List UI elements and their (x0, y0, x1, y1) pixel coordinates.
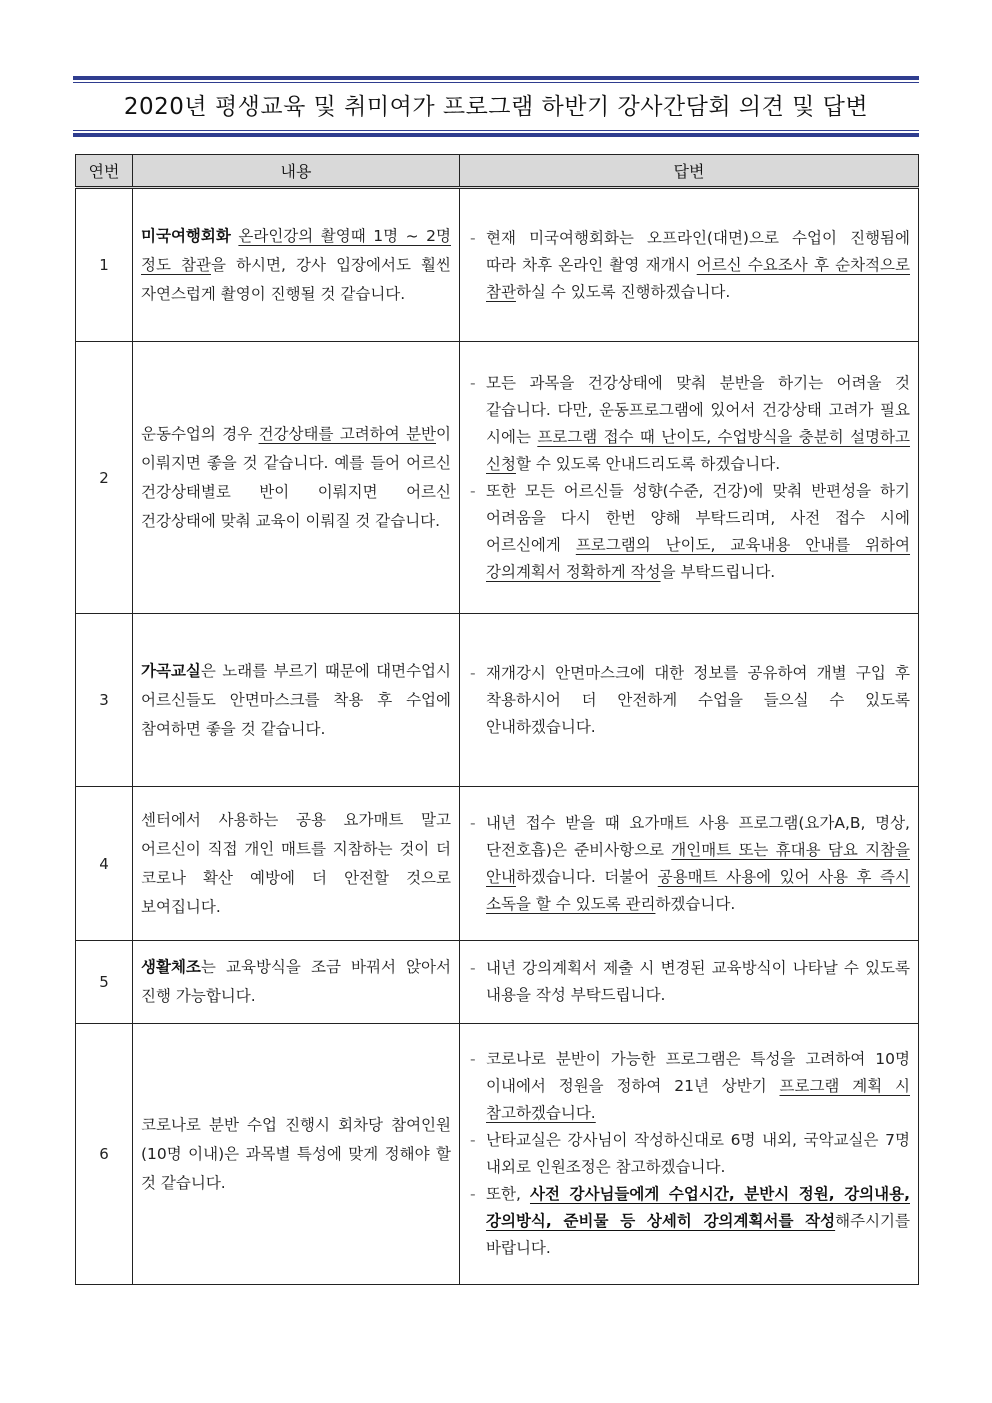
row-answer (460, 188, 919, 342)
underlined-text: 개인매트 또는 휴대용 담요 지참을 안내 (486, 840, 910, 886)
answer-item (470, 955, 910, 1009)
row-content (133, 941, 460, 1024)
text-segment: 는 교육방식을 조금 바꿔서 앉아서 진행 가능합니다. (141, 958, 451, 1005)
dash-bullet-icon: - (470, 1131, 476, 1149)
text-segment: 을 하시면, 강사 입장에서도 훨씬 자연스럽게 촬영이 진행될 것 같습니다. (141, 255, 451, 303)
row-number: 2 (76, 342, 133, 614)
bold-text: 가곡교실 (141, 661, 201, 680)
text-segment: 하겠습니다. (655, 894, 736, 913)
row-content (133, 614, 460, 787)
underlined-text: 프로그램의 난이도, 교육내용 안내를 위하여 강의계획서 정확하게 작성 (486, 535, 911, 581)
text-segment: 할 수 있도록 안내드리도록 하겠습니다. (515, 454, 781, 473)
row-content (133, 787, 460, 941)
row-number: 6 (76, 1024, 133, 1285)
text-segment: 난타교실은 강사님이 작성하신대로 6명 내외, 국악교실은 7명 내외로 인원조정은 참고하겠습니다. (486, 1131, 910, 1176)
row-content (133, 1024, 460, 1285)
text-segment: 하실 수 있도록 진행하겠습니다. (515, 282, 731, 301)
dash-bullet-icon: - (470, 813, 476, 832)
table-row (76, 941, 919, 1024)
text-segment: 은 노래를 부르기 때문에 대면수업시 어르신들도 안면마스크를 착용 후 수업에 참여하면 좋을 것 같습니다. (141, 661, 451, 738)
text-segment: 이 이뤄지면 좋을 것 같습니다. 예를 들어 어르신 건강상태별로 반이 이뤄지면 어르신 건강상태에 맞춰 교육이 이뤄질 것 같습니다. (141, 424, 451, 530)
text-segment: 또한 모든 어르신들 성향(수준, 건강)에 맞춰 반편성을 하기 어려움을 다시 한번 양해 부탁드리며, 사전 접수 시에 어르신에게 (486, 481, 910, 554)
underlined-text: 온라인강의 촬영때 1명 ~ 2명 정도 참관 (141, 226, 451, 274)
text-segment: 모든 과목을 건강상태에 맞춰 분반을 하기는 어려울 것 같습니다. 다만, 운동프로그램에 있어서 건강상태 고려가 필요 시에는 (486, 373, 910, 446)
dash-bullet-icon: - (470, 1050, 476, 1068)
table-row (76, 1024, 919, 1285)
row-answer (460, 1024, 919, 1285)
underlined-text: 어르신 수요조사 후 순차적으로 참관 (486, 255, 910, 301)
text-segment: 해주시기를 바랍니다. (486, 1212, 910, 1257)
row-answer (460, 941, 919, 1024)
table-row (76, 614, 919, 787)
text-segment: 을 부탁드립니다. (660, 562, 776, 581)
bold-text: 생활체조 (141, 958, 201, 976)
table-row (76, 188, 919, 342)
row-number: 3 (76, 614, 133, 787)
header-content: 내용 (133, 155, 460, 188)
table-body (76, 188, 919, 1285)
text-segment: 하겠습니다. 더불어 (515, 867, 658, 886)
underlined-text: 프로그램 접수 때 난이도, 수업방식을 충분히 설명하고 신청 (486, 427, 910, 473)
header-num: 연번 (76, 155, 133, 188)
dash-bullet-icon: - (470, 959, 476, 977)
title-block (73, 76, 919, 138)
answer-item (470, 478, 910, 586)
row-number: 4 (76, 787, 133, 941)
underlined-text: 사전 강사님들에게 수업시간, 분반시 정원, 강의내용, 강의방식, 준비물 등 상세히 강의계획서를 작성 (486, 1185, 910, 1230)
answer-item (470, 1181, 910, 1262)
qa-table (75, 154, 919, 1285)
row-answer (460, 614, 919, 787)
dash-bullet-icon: - (470, 481, 476, 500)
text-segment: 현재 미국여행회화는 오프라인(대면)으로 수업이 진행됨에 따라 차후 온라인 촬영 재개시 (486, 228, 910, 274)
row-answer (460, 787, 919, 941)
answer-item (470, 225, 910, 306)
page-title: 2020년 평생교육 및 취미여가 프로그램 하반기 강사간담회 의견 및 답변 (123, 94, 869, 120)
answer-item (470, 1127, 910, 1181)
answer-item (470, 1046, 910, 1127)
row-content (133, 188, 460, 342)
underlined-text: 건강상태를 고려하여 분반 (258, 424, 437, 443)
text-segment: 센터에서 사용하는 공용 요가매트 말고 어르신이 직접 개인 매트를 지참하는 것이 더 코로나 확산 예방에 더 안전할 것으로 보여집니다. (141, 810, 451, 916)
dash-bullet-icon: - (470, 663, 476, 682)
row-answer (460, 342, 919, 614)
title-rule-bottom-thin (73, 130, 919, 131)
text-segment: 내년 접수 받을 때 요가매트 사용 프로그램(요가A,B, 명상, 단전호흡)은 준비사항으로 (486, 813, 910, 859)
underlined-text: 공용매트 사용에 있어 사용 후 즉시 소독을 할 수 있도록 관리 (486, 867, 910, 913)
table-header-row (76, 155, 919, 188)
text-segment: 코로나로 분반 수업 진행시 회차당 참여인원(10명 이내)은 과목별 특성에 맞게 정해야 할 것 같습니다. (141, 1115, 451, 1192)
header-answer: 답변 (460, 155, 919, 188)
table-row (76, 342, 919, 614)
underlined-text: 프로그램 계획 시 참고하겠습니다. (486, 1077, 910, 1122)
text-segment: 내년 강의계획서 제출 시 변경된 교육방식이 나타날 수 있도록 내용을 작성 부탁드립니다. (486, 959, 910, 1004)
title-rule-top-thin (73, 82, 919, 83)
row-number: 5 (76, 941, 133, 1024)
text-segment: 재개강시 안면마스크에 대한 정보를 공유하여 개별 구입 후 착용하시어 더 안전하게 수업을 들으실 수 있도록 안내하겠습니다. (486, 663, 910, 736)
answer-item (470, 660, 910, 741)
dash-bullet-icon: - (470, 1185, 476, 1203)
row-number: 1 (76, 188, 133, 342)
dash-bullet-icon: - (470, 228, 476, 247)
row-content (133, 342, 460, 614)
text-segment: 또한, (486, 1185, 530, 1203)
text-segment: 코로나로 분반이 가능한 프로그램은 특성을 고려하여 10명 이내에서 정원을 정하여 21년 상반기 (486, 1050, 910, 1095)
text-segment: 운동수업의 경우 (141, 424, 259, 443)
dash-bullet-icon: - (470, 373, 476, 392)
answer-item (470, 810, 910, 918)
answer-item (470, 370, 910, 478)
bold-text: 미국여행회화 (141, 226, 231, 245)
title-rule-bottom (73, 133, 919, 137)
table-row (76, 787, 919, 941)
title-rule-top (73, 76, 919, 80)
